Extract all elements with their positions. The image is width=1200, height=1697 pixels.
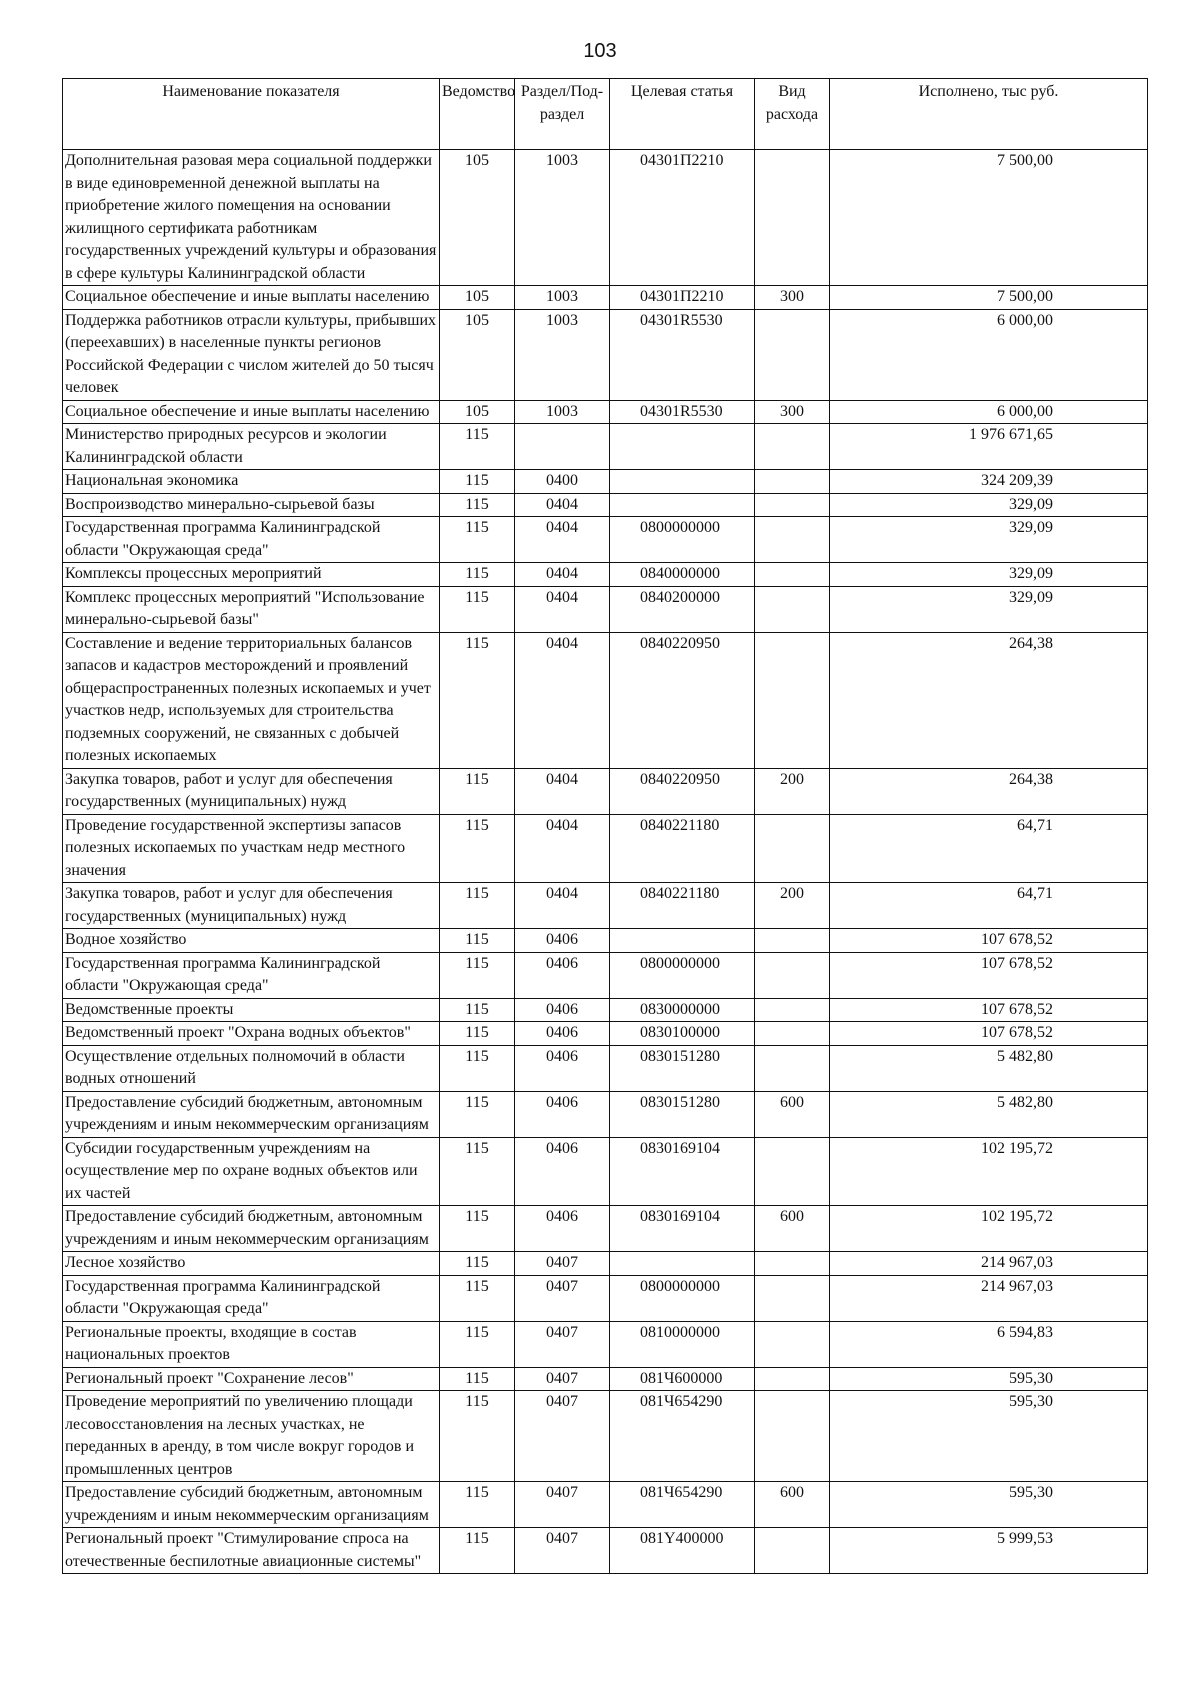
cell-statya: 04301R5530	[610, 309, 755, 400]
cell-vid	[755, 1252, 830, 1276]
cell-vid	[755, 150, 830, 286]
cell-name: Региональные проекты, входящие в состав национальных проектов	[63, 1321, 440, 1367]
cell-amount: 7 500,00	[830, 286, 1148, 310]
cell-vid: 300	[755, 400, 830, 424]
cell-vid: 600	[755, 1482, 830, 1528]
cell-vid	[755, 424, 830, 470]
cell-razdel: 0406	[515, 998, 610, 1022]
cell-statya: 0830151280	[610, 1091, 755, 1137]
cell-name: Комплекс процессных мероприятий "Использование минерально-сырьевой базы"	[63, 586, 440, 632]
cell-ved: 105	[440, 150, 515, 286]
cell-vid	[755, 1367, 830, 1391]
cell-razdel: 0406	[515, 1091, 610, 1137]
cell-razdel: 0406	[515, 1022, 610, 1046]
cell-razdel: 0407	[515, 1252, 610, 1276]
cell-amount: 214 967,03	[830, 1252, 1148, 1276]
table-row	[63, 470, 1148, 494]
cell-name: Проведение государственной экспертизы запасов полезных ископаемых по участкам недр местного значения	[63, 814, 440, 883]
table-row	[63, 1045, 1148, 1091]
cell-name: Национальная экономика	[63, 470, 440, 494]
cell-ved: 115	[440, 1528, 515, 1574]
cell-vid	[755, 586, 830, 632]
cell-ved: 105	[440, 286, 515, 310]
cell-vid	[755, 929, 830, 953]
cell-ved: 115	[440, 929, 515, 953]
cell-ved: 115	[440, 1321, 515, 1367]
cell-vid	[755, 493, 830, 517]
cell-statya: 04301П2210	[610, 150, 755, 286]
table-row	[63, 150, 1148, 286]
cell-name: Ведомственный проект "Охрана водных объектов"	[63, 1022, 440, 1046]
table-row	[63, 586, 1148, 632]
cell-amount: 264,38	[830, 768, 1148, 814]
cell-statya: 0840221180	[610, 883, 755, 929]
table-row	[63, 517, 1148, 563]
cell-name: Региональный проект "Стимулирование спроса на отечественные беспилотные авиационные системы"	[63, 1528, 440, 1574]
cell-amount: 6 000,00	[830, 400, 1148, 424]
table-row	[63, 929, 1148, 953]
table-row	[63, 563, 1148, 587]
cell-amount: 5 482,80	[830, 1091, 1148, 1137]
cell-statya: 081Ч600000	[610, 1367, 755, 1391]
cell-name: Региональный проект "Сохранение лесов"	[63, 1367, 440, 1391]
cell-name: Закупка товаров, работ и услуг для обеспечения государственных (муниципальных) нужд	[63, 768, 440, 814]
cell-vid	[755, 470, 830, 494]
cell-amount: 107 678,52	[830, 1022, 1148, 1046]
cell-ved: 115	[440, 586, 515, 632]
table-row	[63, 1091, 1148, 1137]
cell-name: Ведомственные проекты	[63, 998, 440, 1022]
cell-vid	[755, 814, 830, 883]
cell-name: Поддержка работников отрасли культуры, прибывших (переехавших) в населенные пункты регионов Российской Федерации с числом жителей до 50 тысяч человек	[63, 309, 440, 400]
cell-vid	[755, 1321, 830, 1367]
cell-vid	[755, 1391, 830, 1482]
cell-vid	[755, 309, 830, 400]
cell-amount: 329,09	[830, 493, 1148, 517]
cell-vid	[755, 1045, 830, 1091]
cell-amount: 595,30	[830, 1391, 1148, 1482]
cell-razdel: 0404	[515, 883, 610, 929]
cell-vid	[755, 517, 830, 563]
cell-amount: 6 000,00	[830, 309, 1148, 400]
cell-razdel: 0407	[515, 1391, 610, 1482]
header-amount: Исполнено, тыс руб.	[830, 79, 1148, 150]
table-row	[63, 1321, 1148, 1367]
cell-statya	[610, 1252, 755, 1276]
cell-amount: 214 967,03	[830, 1275, 1148, 1321]
cell-vid: 600	[755, 1206, 830, 1252]
cell-vid: 200	[755, 883, 830, 929]
cell-razdel: 0400	[515, 470, 610, 494]
table-row	[63, 493, 1148, 517]
cell-statya: 0840000000	[610, 563, 755, 587]
cell-vid	[755, 1022, 830, 1046]
table-row	[63, 1252, 1148, 1276]
cell-vid: 600	[755, 1091, 830, 1137]
cell-amount: 7 500,00	[830, 150, 1148, 286]
cell-statya: 0810000000	[610, 1321, 755, 1367]
cell-statya: 0830151280	[610, 1045, 755, 1091]
cell-razdel: 0406	[515, 929, 610, 953]
cell-amount: 1 976 671,65	[830, 424, 1148, 470]
cell-amount: 329,09	[830, 563, 1148, 587]
cell-statya: 0840200000	[610, 586, 755, 632]
table-row	[63, 424, 1148, 470]
header-statya: Целевая статья	[610, 79, 755, 150]
cell-vid	[755, 1137, 830, 1206]
cell-amount: 102 195,72	[830, 1137, 1148, 1206]
cell-razdel: 0404	[515, 768, 610, 814]
cell-statya: 0830100000	[610, 1022, 755, 1046]
cell-ved: 115	[440, 470, 515, 494]
cell-statya	[610, 929, 755, 953]
cell-ved: 115	[440, 1206, 515, 1252]
cell-razdel: 1003	[515, 400, 610, 424]
cell-razdel: 0404	[515, 563, 610, 587]
cell-ved: 115	[440, 1367, 515, 1391]
cell-razdel: 0406	[515, 1045, 610, 1091]
cell-vid	[755, 998, 830, 1022]
cell-razdel: 0406	[515, 1137, 610, 1206]
cell-amount: 64,71	[830, 883, 1148, 929]
cell-statya: 081Y400000	[610, 1528, 755, 1574]
cell-razdel: 1003	[515, 150, 610, 286]
cell-vid	[755, 632, 830, 768]
table-row	[63, 1275, 1148, 1321]
table-header-row	[63, 79, 1148, 150]
table-row	[63, 1206, 1148, 1252]
cell-razdel: 0407	[515, 1321, 610, 1367]
cell-statya: 081Ч654290	[610, 1482, 755, 1528]
cell-ved: 115	[440, 1391, 515, 1482]
table-row	[63, 632, 1148, 768]
cell-name: Составление и ведение территориальных балансов запасов и кадастров месторождений и проявлений общераспространенных полезных ископаемых и учет участков недр, используемых для строительства подземных сооружений, не связанных с добычей полезных ископаемых	[63, 632, 440, 768]
table-row	[63, 952, 1148, 998]
cell-name: Предоставление субсидий бюджетным, автономным учреждениям и иным некоммерческим организациям	[63, 1091, 440, 1137]
table-row	[63, 1367, 1148, 1391]
cell-statya	[610, 493, 755, 517]
cell-statya: 04301R5530	[610, 400, 755, 424]
cell-amount: 5 999,53	[830, 1528, 1148, 1574]
table-row	[63, 1482, 1148, 1528]
cell-amount: 595,30	[830, 1482, 1148, 1528]
cell-razdel	[515, 424, 610, 470]
cell-name: Министерство природных ресурсов и экологии Калининградской области	[63, 424, 440, 470]
cell-razdel: 0407	[515, 1275, 610, 1321]
cell-name: Предоставление субсидий бюджетным, автономным учреждениям и иным некоммерческим организациям	[63, 1482, 440, 1528]
cell-amount: 329,09	[830, 586, 1148, 632]
cell-vid: 300	[755, 286, 830, 310]
cell-amount: 324 209,39	[830, 470, 1148, 494]
cell-ved: 115	[440, 883, 515, 929]
cell-razdel: 0404	[515, 493, 610, 517]
cell-name: Осуществление отдельных полномочий в области водных отношений	[63, 1045, 440, 1091]
table-row	[63, 1137, 1148, 1206]
cell-amount: 102 195,72	[830, 1206, 1148, 1252]
cell-razdel: 0407	[515, 1482, 610, 1528]
cell-name: Комплексы процессных мероприятий	[63, 563, 440, 587]
cell-ved: 115	[440, 1137, 515, 1206]
cell-name: Дополнительная разовая мера социальной поддержки в виде единовременной денежной выплаты на приобретение жилого помещения на основании жилищного сертификата работникам государственных учреждений культуры и образования в сфере культуры Калининградской области	[63, 150, 440, 286]
cell-statya: 0830169104	[610, 1137, 755, 1206]
cell-amount: 107 678,52	[830, 952, 1148, 998]
cell-razdel: 1003	[515, 286, 610, 310]
cell-ved: 115	[440, 517, 515, 563]
cell-statya: 0840220950	[610, 632, 755, 768]
cell-amount: 329,09	[830, 517, 1148, 563]
table-row	[63, 1528, 1148, 1574]
cell-statya: 0800000000	[610, 952, 755, 998]
budget-table	[62, 78, 1148, 1574]
cell-ved: 115	[440, 1045, 515, 1091]
cell-statya: 0840221180	[610, 814, 755, 883]
cell-ved: 105	[440, 309, 515, 400]
cell-razdel: 0406	[515, 952, 610, 998]
cell-ved: 115	[440, 998, 515, 1022]
cell-name: Закупка товаров, работ и услуг для обеспечения государственных (муниципальных) нужд	[63, 883, 440, 929]
cell-razdel: 0404	[515, 814, 610, 883]
cell-name: Субсидии государственным учреждениям на осуществление мер по охране водных объектов или их частей	[63, 1137, 440, 1206]
cell-statya	[610, 424, 755, 470]
cell-razdel: 0407	[515, 1528, 610, 1574]
cell-razdel: 0404	[515, 517, 610, 563]
table-row	[63, 400, 1148, 424]
cell-ved: 105	[440, 400, 515, 424]
cell-ved: 115	[440, 493, 515, 517]
cell-amount: 107 678,52	[830, 998, 1148, 1022]
cell-name: Лесное хозяйство	[63, 1252, 440, 1276]
cell-statya: 04301П2210	[610, 286, 755, 310]
table-row	[63, 1022, 1148, 1046]
cell-name: Государственная программа Калининградской области "Окружающая среда"	[63, 1275, 440, 1321]
cell-razdel: 0404	[515, 632, 610, 768]
table-row	[63, 1391, 1148, 1482]
cell-ved: 115	[440, 814, 515, 883]
cell-razdel: 0406	[515, 1206, 610, 1252]
cell-ved: 115	[440, 1252, 515, 1276]
cell-vid	[755, 952, 830, 998]
cell-vid	[755, 1275, 830, 1321]
cell-vid	[755, 1528, 830, 1574]
cell-razdel: 0407	[515, 1367, 610, 1391]
cell-name: Предоставление субсидий бюджетным, автономным учреждениям и иным некоммерческим организациям	[63, 1206, 440, 1252]
table-row	[63, 814, 1148, 883]
header-name: Наименование показателя	[63, 79, 440, 150]
header-ved: Ведомство	[440, 79, 515, 150]
cell-name: Проведение мероприятий по увеличению площади лесовосстановления на лесных участках, не переданных в аренду, в том числе вокруг городов и промышленных центров	[63, 1391, 440, 1482]
cell-amount: 107 678,52	[830, 929, 1148, 953]
cell-razdel: 0404	[515, 586, 610, 632]
cell-name: Социальное обеспечение и иные выплаты населению	[63, 286, 440, 310]
cell-ved: 115	[440, 1482, 515, 1528]
cell-name: Социальное обеспечение и иные выплаты населению	[63, 400, 440, 424]
cell-amount: 264,38	[830, 632, 1148, 768]
cell-ved: 115	[440, 1275, 515, 1321]
cell-name: Государственная программа Калининградской области "Окружающая среда"	[63, 952, 440, 998]
cell-statya: 0800000000	[610, 1275, 755, 1321]
table-row	[63, 286, 1148, 310]
cell-amount: 5 482,80	[830, 1045, 1148, 1091]
cell-ved: 115	[440, 424, 515, 470]
cell-amount: 595,30	[830, 1367, 1148, 1391]
table-row	[63, 309, 1148, 400]
cell-statya	[610, 470, 755, 494]
page-number: 103	[583, 40, 617, 62]
header-razdel: Раздел/Под-раздел	[515, 79, 610, 150]
cell-amount: 6 594,83	[830, 1321, 1148, 1367]
cell-ved: 115	[440, 952, 515, 998]
table-row	[63, 998, 1148, 1022]
cell-name: Водное хозяйство	[63, 929, 440, 953]
header-vid: Вид расхода	[755, 79, 830, 150]
cell-vid	[755, 563, 830, 587]
table-row	[63, 768, 1148, 814]
cell-statya: 0840220950	[610, 768, 755, 814]
cell-razdel: 1003	[515, 309, 610, 400]
cell-statya: 081Ч654290	[610, 1391, 755, 1482]
cell-name: Воспроизводство минерально-сырьевой базы	[63, 493, 440, 517]
cell-vid: 200	[755, 768, 830, 814]
cell-ved: 115	[440, 1022, 515, 1046]
cell-amount: 64,71	[830, 814, 1148, 883]
cell-ved: 115	[440, 768, 515, 814]
cell-statya: 0830169104	[610, 1206, 755, 1252]
cell-statya: 0830000000	[610, 998, 755, 1022]
cell-ved: 115	[440, 632, 515, 768]
cell-ved: 115	[440, 563, 515, 587]
cell-statya: 0800000000	[610, 517, 755, 563]
table-row	[63, 883, 1148, 929]
cell-ved: 115	[440, 1091, 515, 1137]
cell-name: Государственная программа Калининградской области "Окружающая среда"	[63, 517, 440, 563]
